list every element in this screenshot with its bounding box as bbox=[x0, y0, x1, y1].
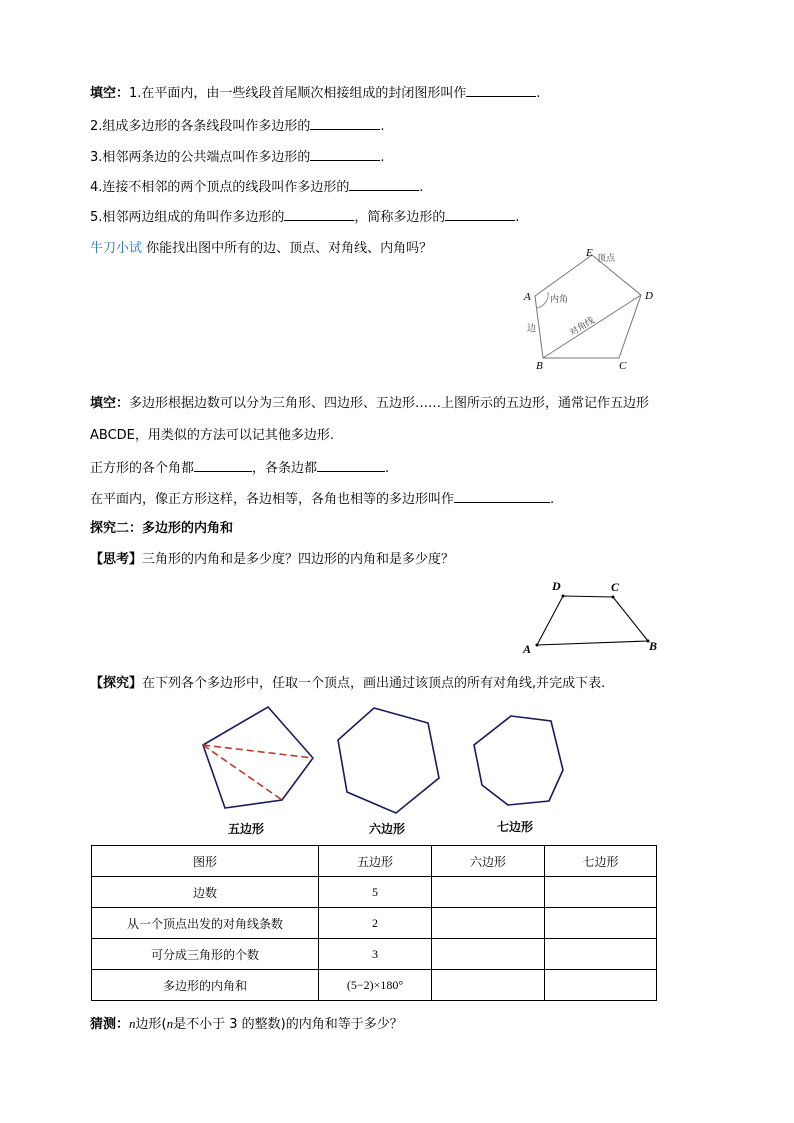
vertex-label-a: A bbox=[524, 291, 531, 303]
question-text: ，各条边都 bbox=[252, 461, 318, 476]
section-title: 探究二：多边形的内角和 bbox=[90, 521, 234, 536]
vertex-point bbox=[562, 595, 565, 598]
table-header-cell: 七边形 bbox=[545, 846, 657, 877]
answer-blank[interactable] bbox=[310, 116, 380, 130]
inquiry-text: 在下列各个多边形中，任取一个顶点，画出通过该顶点的所有对角线,并完成下表. bbox=[142, 676, 606, 691]
fill-question-2: 2.组成多边形的各条线段叫作多边形的 . bbox=[90, 116, 385, 136]
table-row bbox=[92, 939, 657, 970]
guess-label: 猜测： bbox=[90, 1017, 130, 1032]
caption-heptagon: 七边形 bbox=[497, 820, 534, 834]
table-cell-empty[interactable] bbox=[545, 877, 657, 908]
vertex-annotation: 顶点 bbox=[597, 253, 616, 263]
vertex-point bbox=[536, 644, 539, 647]
vertex-label-d: D bbox=[552, 579, 561, 593]
caption-pentagon: 五边形 bbox=[228, 822, 265, 836]
question-text: ABCDE，用类似的方法可以记其他多边形. bbox=[90, 428, 335, 443]
pentagon-abcde-figure bbox=[510, 240, 670, 375]
answer-blank[interactable] bbox=[310, 147, 380, 161]
table-row bbox=[92, 908, 657, 939]
vertex-label-c: C bbox=[611, 580, 620, 594]
hexagon-shape bbox=[338, 708, 439, 813]
table-cell: 5 bbox=[319, 877, 432, 908]
table-cell-empty[interactable] bbox=[545, 908, 657, 939]
quadrilateral-outline bbox=[537, 596, 648, 645]
inquiry-tag: 【探究】 bbox=[90, 676, 143, 691]
question-text: 是不小于 3 的整数)的内角和等于多少？ bbox=[173, 1017, 403, 1032]
question-text: 5.相邻两边组成的角叫作多边形的 bbox=[90, 210, 285, 225]
heptagon-shape bbox=[474, 716, 563, 805]
side-annotation: 边 bbox=[527, 323, 537, 333]
table-row-label: 边数 bbox=[92, 877, 319, 908]
diagonal-line bbox=[203, 745, 313, 758]
table-row bbox=[92, 970, 657, 1001]
fill-question-5: 5.相邻两边组成的角叫作多边形的 ，简称多边形的 . bbox=[90, 207, 520, 227]
angle-annotation: 内角 bbox=[550, 294, 569, 304]
pentagon-shape bbox=[203, 707, 313, 808]
table-cell: 3 bbox=[319, 939, 432, 970]
table-cell-empty[interactable] bbox=[545, 939, 657, 970]
table-header-cell: 五边形 bbox=[319, 846, 432, 877]
question-text: 多边形根据边数可以分为三角形、四边形、五边形……上图所示的五边形，通常记作五边形 bbox=[129, 396, 650, 411]
interior-angle-arc bbox=[537, 292, 548, 308]
table-row-label: 多边形的内角和 bbox=[92, 970, 319, 1001]
fill-question-3: 3.相邻两条边的公共端点叫作多边形的 . bbox=[90, 147, 385, 167]
vertex-point bbox=[612, 596, 615, 599]
think-text: 三角形的内角和是多少度？四边形的内角和是多少度？ bbox=[142, 552, 455, 567]
table-cell-empty[interactable] bbox=[432, 939, 545, 970]
trial-text: 你能找出图中所有的边、顶点、对角线、内角吗？ bbox=[146, 241, 433, 256]
question-text: 3.相邻两条边的公共端点叫作多边形的 bbox=[90, 150, 311, 165]
table-cell-empty[interactable] bbox=[432, 908, 545, 939]
answer-blank[interactable] bbox=[349, 177, 419, 191]
fill-label: 填空： bbox=[90, 86, 130, 101]
vertex-label-e: E bbox=[586, 247, 593, 259]
regular-polygon-question: 在平面内，像正方形这样，各边相等，各角也相等的多边形叫作 . bbox=[90, 489, 554, 509]
guess-question bbox=[90, 1015, 403, 1034]
trial-label: 牛刀小试 bbox=[90, 241, 143, 256]
table-cell: (5−2)×180° bbox=[319, 970, 432, 1001]
diagonal-bd bbox=[543, 295, 641, 358]
caption-hexagon: 六边形 bbox=[369, 822, 406, 836]
table-row-label: 从一个顶点出发的对角线条数 bbox=[92, 908, 319, 939]
vertex-label-b: B bbox=[536, 360, 543, 372]
square-question: 正方形的各个角都 ，各条边都 . bbox=[90, 458, 389, 478]
table-cell-empty[interactable] bbox=[432, 877, 545, 908]
inquiry-prompt bbox=[90, 675, 605, 693]
vertex-label-b: B bbox=[649, 639, 658, 653]
polygon-table bbox=[91, 845, 657, 1001]
fill2-text-1 bbox=[90, 395, 649, 413]
fill-question-4: 4.连接不相邻的两个顶点的线段叫作多边形的 . bbox=[90, 177, 424, 197]
answer-blank[interactable] bbox=[284, 207, 354, 221]
answer-blank[interactable] bbox=[454, 489, 550, 503]
question-text: 1.在平面内，由一些线段首尾顺次相接组成的封闭图形叫作 bbox=[129, 86, 467, 101]
vertex-label-c: C bbox=[619, 360, 627, 372]
fill2-text-2 bbox=[90, 427, 334, 445]
table-cell: 2 bbox=[319, 908, 432, 939]
answer-blank[interactable] bbox=[194, 458, 252, 472]
answer-blank[interactable] bbox=[445, 207, 515, 221]
think-prompt bbox=[90, 551, 454, 569]
variable-n: n bbox=[166, 1016, 174, 1031]
table-cell-empty[interactable] bbox=[432, 970, 545, 1001]
table-header-cell: 图形 bbox=[92, 846, 319, 877]
question-text: ，简称多边形的 bbox=[354, 210, 446, 225]
fill-question-1: 填空：1.在平面内，由一些线段首尾顺次相接组成的封闭图形叫作 . bbox=[90, 83, 541, 103]
vertex-label-a: A bbox=[523, 642, 532, 656]
table-row-label: 可分成三角形的个数 bbox=[92, 939, 319, 970]
question-text: 4.连接不相邻的两个顶点的线段叫作多边形的 bbox=[90, 180, 350, 195]
answer-blank[interactable] bbox=[466, 83, 536, 97]
diagonal-annotation: 对角线 bbox=[567, 314, 596, 338]
vertex-label-d: D bbox=[645, 290, 653, 302]
fill-label: 填空： bbox=[90, 396, 130, 411]
question-text: 在平面内，像正方形这样，各边相等，各角也相等的多边形叫作 bbox=[90, 492, 455, 507]
question-text: 正方形的各个角都 bbox=[90, 461, 195, 476]
table-cell-empty[interactable] bbox=[545, 970, 657, 1001]
question-text: 边形( bbox=[135, 1017, 167, 1032]
polygon-shapes bbox=[190, 700, 580, 815]
quadrilateral-abcd-figure bbox=[515, 575, 665, 660]
table-row bbox=[92, 877, 657, 908]
variable-n: n bbox=[129, 1016, 136, 1031]
trial-prompt bbox=[90, 240, 432, 258]
think-tag: 【思考】 bbox=[90, 552, 143, 567]
table-header-cell: 六边形 bbox=[432, 846, 545, 877]
answer-blank[interactable] bbox=[317, 458, 385, 472]
table-header-row bbox=[92, 846, 657, 877]
pentagon-outline bbox=[535, 255, 641, 358]
question-text: 2.组成多边形的各条线段叫作多边形的 bbox=[90, 119, 311, 134]
